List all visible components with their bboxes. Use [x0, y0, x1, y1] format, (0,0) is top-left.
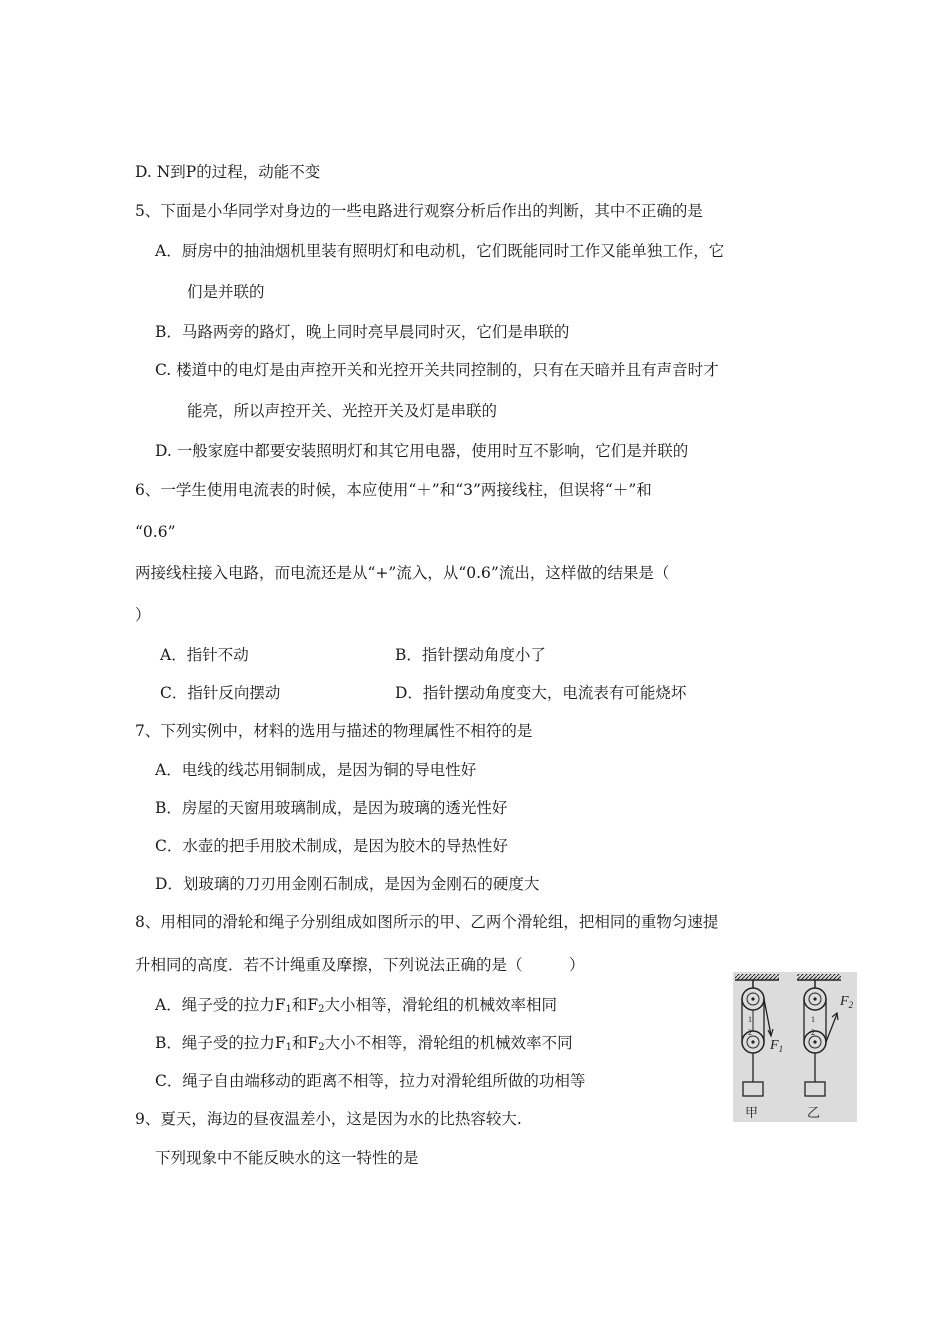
force-label-f2: $F_2$: [840, 994, 854, 1010]
left-weight: [743, 1082, 763, 1096]
option-5a-cont: 们是并联的: [187, 283, 265, 301]
option-8a: A．绳子受的拉力$F_1$和$F_2$大小相等，滑轮组的机械效率相同: [155, 996, 557, 1015]
option-7b: B．房屋的天窗用玻璃制成，是因为玻璃的透光性好: [155, 799, 508, 817]
question-8: 8、用相同的滑轮和绳子分别组成如图所示的甲、乙两个滑轮组，把相同的重物匀速提: [135, 913, 719, 931]
option-6c: C．指针反向摆动: [160, 684, 281, 702]
question-6-cont2: 两接线柱接入电路，而电流还是从“+”流入，从“0.6”流出，这样做的结果是（: [135, 564, 670, 582]
question-6: 6、一学生使用电流表的时候，本应使用“＋”和“3”两接线柱，但误将“＋”和: [135, 481, 652, 499]
pulley-number-left-top: 1: [748, 1015, 752, 1024]
label-jia: 甲: [745, 1106, 759, 1121]
right-fixed-axle: [813, 997, 816, 1000]
option-7c: C．水壶的把手用胶术制成，是因为胶木的导热性好: [155, 837, 508, 855]
question-5: 5、下面是小华同学对身边的一些电路进行观察分析后作出的判断，其中不正确的是: [135, 202, 703, 220]
pulley-figure: [733, 972, 857, 1122]
option-8b: B．绳子受的拉力$F_1$和$F_2$大小不相等，滑轮组的机械效率不同: [155, 1034, 573, 1053]
pulley-number-right-top: 1: [811, 1015, 815, 1024]
option-7a: A．电线的线芯用铜制成，是因为铜的导电性好: [155, 761, 477, 779]
left-movable-axle: [751, 1040, 754, 1043]
text-line: D. N到P的过程，动能不变: [135, 163, 321, 181]
option-5c-cont: 能亮，所以声控开关、光控开关及灯是串联的: [187, 402, 498, 420]
question-6-paren: ）: [135, 606, 151, 624]
option-5d: D. 一般家庭中都要安装照明灯和其它用电器，使用时互不影响，它们是并联的: [155, 442, 689, 460]
option-8c: C．绳子自由端移动的距离不相等，拉力对滑轮组所做的功相等: [155, 1072, 586, 1090]
label-yi: 乙: [807, 1106, 821, 1121]
question-9-cont: 下列现象中不能反映水的这一特性的是: [155, 1149, 419, 1167]
option-6d: D．指针摆动角度变大，电流表有可能烧坏: [395, 684, 687, 702]
option-5b: B．马路两旁的路灯，晚上同时亮早晨同时灭，它们是串联的: [155, 323, 570, 341]
ceiling-left: [735, 974, 779, 980]
pulley-number-left-bottom: 2: [748, 1028, 752, 1037]
ceiling-right: [797, 974, 841, 980]
question-7: 7、下列实例中，材料的选用与描述的物理属性不相符的是: [135, 722, 533, 740]
right-weight: [805, 1082, 825, 1096]
left-free-rope: [764, 999, 771, 1035]
option-6a: A．指针不动: [160, 646, 249, 664]
question-6-cont: “0.6”: [135, 523, 176, 541]
option-7d: D．划玻璃的刀刃用金刚石制成，是因为金刚石的硬度大: [155, 875, 540, 893]
left-fixed-axle: [751, 997, 754, 1000]
pulley-number-right-bottom: 2: [811, 1028, 815, 1037]
option-6b: B．指针摆动角度小了: [395, 646, 546, 664]
question-9: 9、夏天，海边的昼夜温差小，这是因为水的比热容较大.: [135, 1110, 522, 1128]
option-5c: C. 楼道中的电灯是由声控开关和光控开关共同控制的，只有在天暗并且有声音时才: [155, 361, 719, 379]
right-movable-axle: [813, 1040, 816, 1043]
question-8-cont: 升相同的高度．若不计绳重及摩擦，下列说法正确的是（ ）: [135, 956, 585, 974]
pulley-diagram: [733, 972, 857, 1122]
option-5a: A．厨房中的抽油烟机里装有照明灯和电动机，它们既能同时工作又能单独工作，它: [155, 242, 725, 260]
force-label-f1: $F_1$: [770, 1038, 784, 1054]
right-free-rope: [826, 1014, 837, 1042]
